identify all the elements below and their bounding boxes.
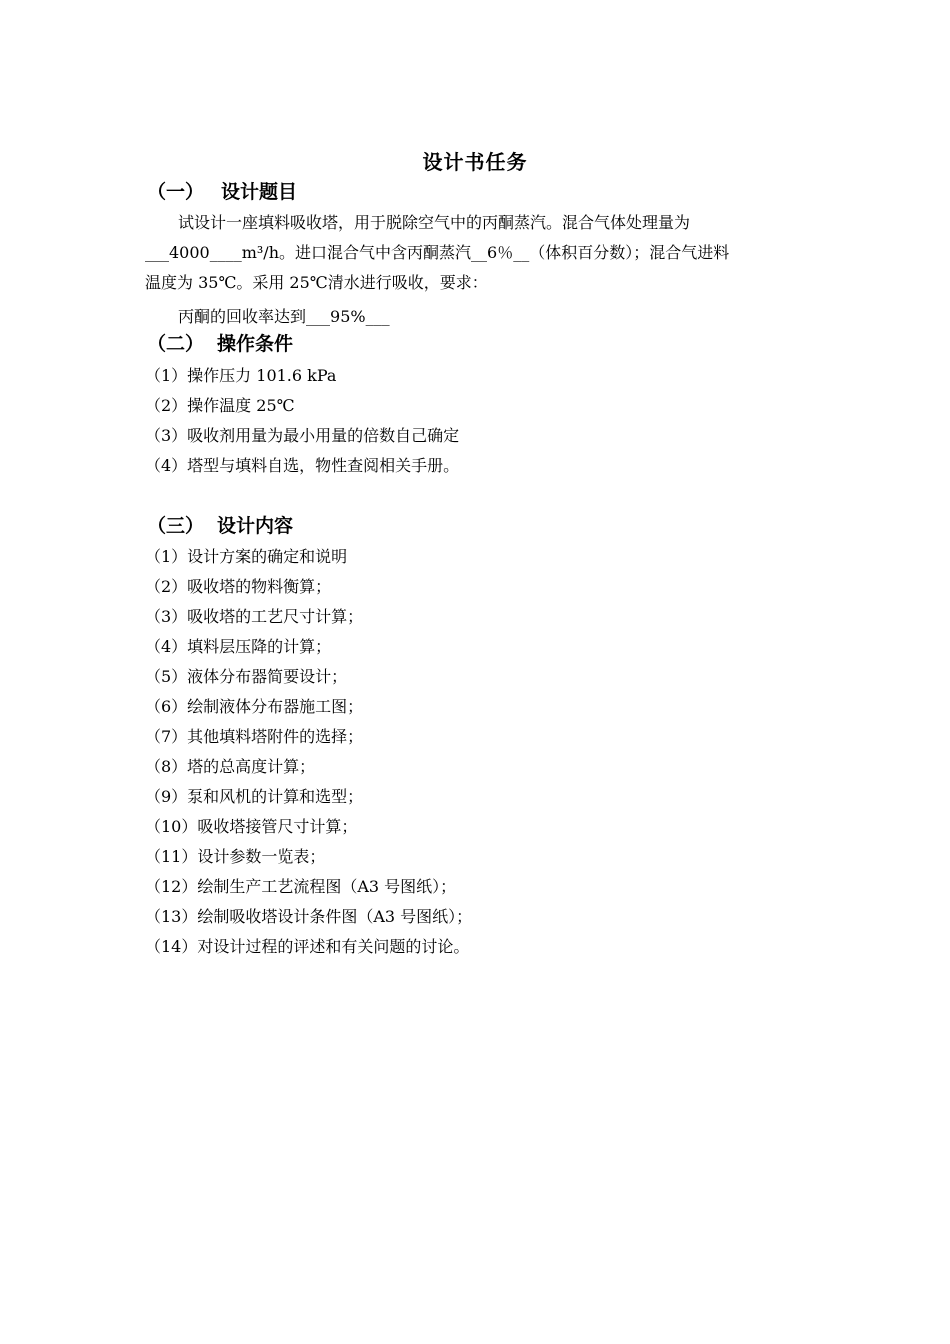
list-item: （2）操作温度 25℃ bbox=[145, 396, 295, 415]
section-heading-design-content bbox=[147, 512, 293, 540]
volume-percent-text: （体积百分数）；混合气进料 bbox=[529, 243, 730, 262]
recovery-rate-value: ___95%___ bbox=[306, 307, 390, 326]
list-item: （8）塔的总高度计算； bbox=[145, 757, 316, 776]
list-item: （6）绘制液体分布器施工图； bbox=[145, 697, 364, 716]
list-item: （1）设计方案的确定和说明 bbox=[145, 547, 348, 566]
list-item: （13）绘制吸收塔设计条件图（A3 号图纸）； bbox=[145, 907, 473, 926]
design-content-list bbox=[145, 542, 472, 962]
section-number: （三） bbox=[147, 515, 205, 537]
section-title: 操作条件 bbox=[217, 333, 294, 355]
list-item: （3）吸收塔的工艺尺寸计算； bbox=[145, 607, 364, 626]
gas-flow-text: ___4000____m³/h。进口混合气中含丙酮蒸汽 bbox=[145, 243, 472, 262]
topic-line-1: 试设计一座填料吸收塔，用于脱除空气中的丙酮蒸汽。混合气体处理量为 bbox=[178, 213, 691, 232]
section-number: （一） bbox=[147, 181, 205, 203]
list-item: （1）操作压力 101.6 kPa bbox=[145, 366, 337, 385]
recovery-rate-label: 丙酮的回收率达到 bbox=[178, 307, 307, 326]
list-item: （11）设计参数一览表； bbox=[145, 847, 326, 866]
acetone-concentration: __6％__ bbox=[471, 243, 530, 262]
list-item: （7）其他填料塔附件的选择； bbox=[145, 727, 364, 746]
section-heading-design-topic bbox=[147, 178, 297, 206]
list-item: （3）吸收剂用量为最小用量的倍数自己确定 bbox=[145, 426, 460, 445]
list-item: （4）填料层压降的计算； bbox=[145, 637, 332, 656]
section-number: （二） bbox=[147, 333, 205, 355]
list-item: （9）泵和风机的计算和选型； bbox=[145, 787, 364, 806]
list-item: （14）对设计过程的评述和有关问题的讨论。 bbox=[145, 937, 470, 956]
list-item: （4）塔型与填料自选，物性查阅相关手册。 bbox=[145, 456, 460, 475]
section-title: 设计题目 bbox=[221, 181, 298, 203]
topic-line-3: 温度为 35℃。采用 25℃清水进行吸收，要求： bbox=[145, 273, 488, 292]
section-title: 设计内容 bbox=[217, 515, 294, 537]
section-heading-operating-conditions bbox=[147, 330, 293, 358]
list-item: （12）绘制生产工艺流程图（A3 号图纸）； bbox=[145, 877, 457, 896]
operating-conditions-list bbox=[145, 361, 459, 481]
topic-line-2 bbox=[145, 238, 729, 268]
document-title: 设计书任务 bbox=[422, 150, 528, 174]
list-item: （5）液体分布器简要设计； bbox=[145, 667, 348, 686]
list-item: （10）吸收塔接管尺寸计算； bbox=[145, 817, 358, 836]
list-item: （2）吸收塔的物料衡算； bbox=[145, 577, 332, 596]
topic-line-4 bbox=[178, 302, 390, 332]
